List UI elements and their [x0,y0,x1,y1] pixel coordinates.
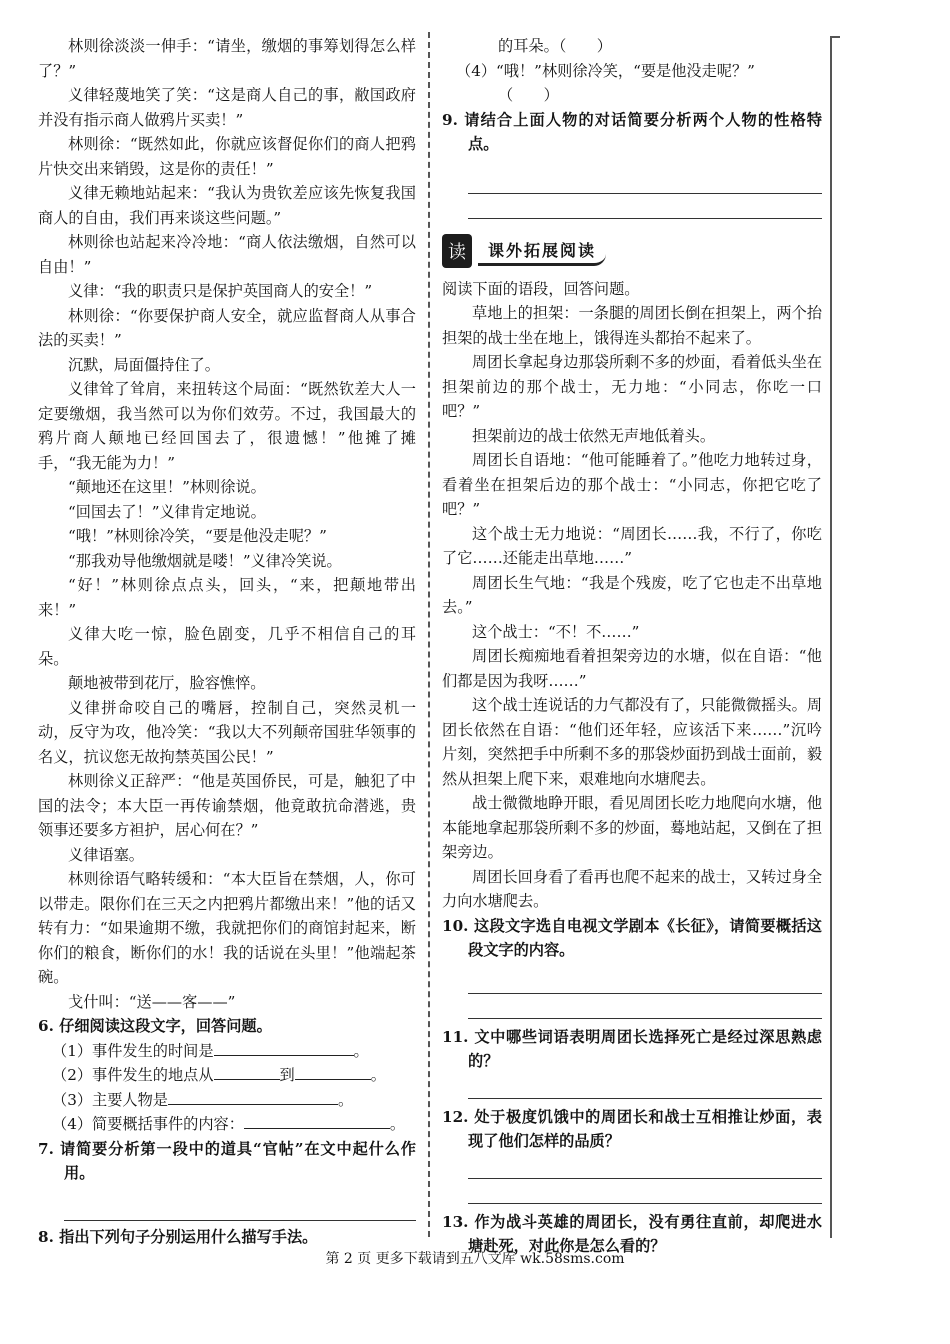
passage-paragraph: 周团长回身看了看再也爬不起来的战士，又转过身全力向水塘爬去。 [442,867,822,910]
reading-passage [442,301,822,914]
answer-line[interactable] [468,1078,822,1099]
answer-blank[interactable] [244,1112,390,1129]
page-edge-bracket [830,36,840,1238]
passage-paragraph: 林则徐淡淡一伸手：“请坐，缴烟的事筹划得怎么样了？” [38,37,416,80]
passage-paragraph: 战士微微地睁开眼，看见周团长吃力地爬向水塘，他本能地拿起那袋所剩不多的炒面，蓦地站起，又倒在了担架旁边。 [442,794,822,861]
reading-book-icon: 读 [442,234,472,268]
reading-instruction: 阅读下面的语段，回答问题。 [442,279,640,298]
passage-paragraph: 草地上的担架：一条腿的周团长倒在担架上，两个抬担架的战士坐在地上，饿得连头都抬不起来了。 [442,304,822,347]
passage-paragraph: 这个战士：“不！不……” [472,622,640,641]
passage-paragraph: 义律语塞。 [68,845,144,864]
page-footer: 第 2 页 更多下载请到五八文库 wk.58sms.com [325,1251,625,1267]
passage-paragraph: 林则徐义正辞严：“他是英国侨民，可是，触犯了中国的法令；本大臣一再传谕禁烟，他竟敢抗命潜逃，贵领事还要多方袒护，居心何在？” [38,772,416,839]
question-9: 9. 请结合上面人物的对话简要分析两个人物的性格特点。 [442,110,822,153]
section-title: 课外拓展阅读 [478,236,606,266]
passage-paragraph: 周团长自语地：“他可能睡着了。”他吃力地转过身，看着坐在担架后边的那个战士：“小同志，你把它吃了吧？” [442,451,822,518]
passage-paragraph: “好！”林则徐点点头，回头，“来，把颠地带出来！” [38,576,416,619]
passage-paragraph: “那我劝导他缴烟就是喽！”义律冷笑说。 [68,551,342,570]
question-6: 6. 仔细阅读这段文字，回答问题。 [38,1017,272,1035]
passage-paragraph: 周团长生气地：“我是个残废，吃了它也走不出草地去。” [442,573,822,616]
passage-paragraph: 林则徐也站起来冷冷地：“商人依法缴烟，自然可以自由！” [38,233,416,276]
passage-paragraph: 林则徐：“你要保护商人安全，就应监督商人从事合法的买卖！” [38,306,416,349]
question-11: 11. 文中哪些词语表明周团长选择死亡是经过深思熟虑的？ [442,1027,822,1070]
passage-paragraph: 义律拼命咬自己的嘴唇，控制自己，突然灵机一动，反守为攻，他冷笑：“我以大不列颠帝国驻华领事的名义，抗议您无故拘禁英国公民！” [38,698,416,766]
passage-paragraph: “回国去了！”义律肯定地说。 [68,502,266,521]
passage-paragraph: 周团长拿起身边那袋所剩不多的炒面，看着低头坐在担架前边的那个战士，无力地：“小同志，你吃一口吧？” [442,353,822,420]
q8-item-4: （4）“哦！”林则徐冷笑，“要是他没走呢？” [456,61,755,80]
passage-paragraph: 义律：“我的职责只是保护英国商人的安全！” [68,282,373,300]
q8-item-4-answer[interactable]: （ ） [498,86,559,104]
answer-line[interactable] [468,1183,822,1204]
passage-paragraph: “颠地还在这里！”林则徐说。 [68,478,266,496]
passage-paragraph: “哦！”林则徐冷笑，“要是他没走呢？” [68,527,327,545]
answer-line[interactable] [468,973,822,994]
answer-blank[interactable] [214,1039,354,1056]
left-column [38,34,416,1249]
question-7: 7. 请简要分析第一段中的道具“官帖”在文中起什么作用。 [38,1139,416,1182]
passage-paragraph: 林则徐：“既然如此，你就应该督促你们的商人把鸦片快交出来销毁，这是你的责任！” [38,135,416,178]
right-column [442,34,822,1259]
column-divider [428,32,430,1237]
q6-people: （3）主要人物是 。 [38,1088,416,1113]
passage-paragraph: 义律大吃一惊，脸色剧变，几乎不相信自己的耳朵。 [38,625,416,668]
answer-line[interactable] [468,998,822,1019]
passage-paragraph: 义律轻蔑地笑了笑：“这是商人自己的事，敝国政府并没有指示商人做鸦片买卖！” [38,86,416,129]
passage-paragraph: 颠地被带到花厅，脸容憔悴。 [68,674,266,692]
answer-line[interactable] [64,1200,416,1221]
passage-paragraph: 这个战士连说话的力气都没有了，只能微微摇头。周团长依然在自语：“他们还年轻，应该活下来……”沉吟片刻，突然把手中所剩不多的那袋炒面扔到战士面前，毅然从担架上爬下来，艰难地向水塘爬去。 [442,696,822,788]
passage-paragraph: 周团长痴痴地看着担架旁边的水塘，似在自语：“他们都是因为我呀……” [442,647,822,690]
passage-paragraph: 这个战士无力地说：“周团长……我，不行了，你吃了它……还能走出草地……” [442,524,822,567]
q6-content: （4）简要概括事件的内容： 。 [38,1112,416,1137]
passage-paragraph: 义律无赖地站起来：“我认为贵钦差应该先恢复我国商人的自由，我们再来谈这些问题。” [38,184,416,227]
answer-line[interactable] [468,1158,822,1179]
question-10: 10. 这段文字选自电视文学剧本《长征》，请简要概括这段文字的内容。 [442,916,822,959]
answer-blank[interactable] [168,1088,338,1105]
answer-blank[interactable] [295,1063,371,1080]
section-banner [442,229,822,273]
q8-item-3-tail: 的耳朵。（ ） [498,37,612,55]
passage-paragraph: 沉默，局面僵持住了。 [68,355,220,374]
question-13: 13. 作为战斗英雄的周团长，没有勇往直前，却爬进水塘赴死，对此你是怎么看的？ [442,1212,822,1255]
passage-paragraph: 义律耸了耸肩，来扭转这个局面：“既然钦差大人一定要缴烟，我当然可以为你们效劳。不过，我国最大的鸦片商人颠地已经回国去了，很遗憾！”他摊了摊手，“我无能为力！” [38,380,416,472]
answer-blank[interactable] [214,1063,280,1080]
passage-paragraph: 担架前边的战士依然无声地低着头。 [472,426,715,445]
question-12: 12. 处于极度饥饿中的周团长和战士互相推让炒面，表现了他们怎样的品质？ [442,1107,822,1150]
question-8: 8. 指出下列句子分别运用什么描写手法。 [38,1227,318,1246]
passage-paragraph: 林则徐语气略转缓和：“本大臣旨在禁烟，人，你可以带走。限你们在三天之内把鸦片都缴出来！”他的话又转有力：“如果逾期不缴，我就把你们的商馆封起来，断你们的粮食，断你们的水！我的话说在头里！”他端起茶碗。 [38,870,416,986]
passage-paragraph: 戈什叫：“送——客——” [68,992,236,1011]
q6-time: （1）事件发生的时间是 。 [38,1039,416,1064]
answer-line[interactable] [468,173,822,194]
dialogue-passage [38,34,416,1014]
q6-place: （2）事件发生的地点从 到 。 [38,1063,416,1088]
answer-line[interactable] [468,198,822,219]
